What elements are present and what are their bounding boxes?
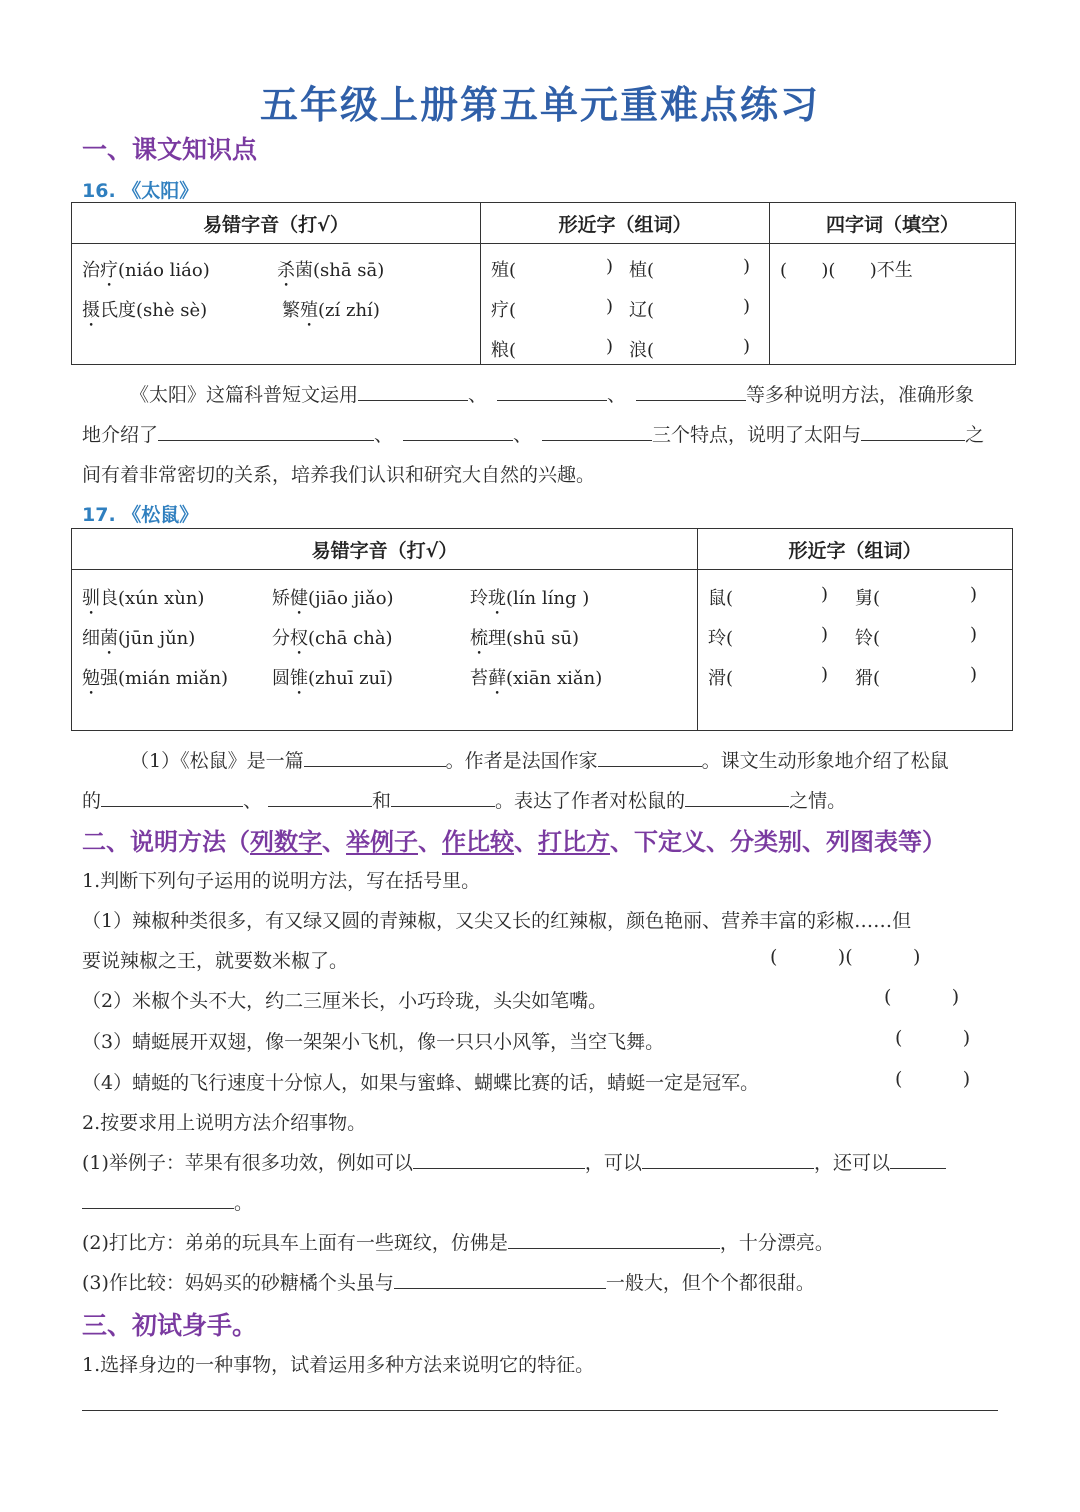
similar-blank-close[interactable]: ) (970, 624, 978, 645)
question-3-1: 1.选择身边的一种事物，试着运用多种方法来说明它的特征。 (82, 1354, 595, 1376)
pron-item[interactable]: 繁殖(zí zhí) (282, 300, 380, 321)
pronunciation-cell (72, 570, 697, 730)
answer-blank[interactable] (508, 1228, 720, 1249)
similar-right: 植( (629, 260, 655, 281)
exercise-1-line2: 。 (82, 1188, 253, 1215)
answer-blank[interactable] (394, 1268, 606, 1289)
answer-blank[interactable] (861, 420, 965, 441)
similar-blank-close[interactable]: ) (606, 296, 614, 317)
section-1-heading: 一、课文知识点 (82, 135, 258, 164)
four-char-blank[interactable]: ( )( )不生 (780, 260, 913, 281)
answer-blank[interactable] (391, 786, 495, 807)
pron-item[interactable]: 玲珑(lín líng ) (470, 588, 590, 609)
exercise-3: (3)作比较：妈妈买的砂糖橘个头虽与 一般大，但个个都很甜。 (82, 1268, 815, 1295)
similar-blank-close[interactable]: ) (821, 584, 829, 605)
similar-blank-close[interactable]: ) (743, 296, 751, 317)
lesson-16-table (71, 202, 1016, 365)
section-2-heading: 二、说明方法（列数字、举例子、作比较、打比方、下定义、分类别、列图表等） (82, 828, 946, 856)
sentence-3: （3）蜻蜓展开双翅，像一架架小飞机，像一只只小风筝，当空飞舞。 (82, 1031, 665, 1053)
page-title: 五年级上册第五单元重难点练习 (259, 83, 820, 127)
lesson-16-para-line3: 间有着非常密切的关系，培养我们认识和研究大自然的兴趣。 (82, 464, 596, 486)
col-similar-header: 形近字（组词） (698, 529, 1013, 570)
method-analogy: 打比方 (538, 828, 610, 856)
lesson-17-heading: 17. 《松鼠》 (82, 504, 199, 526)
pron-item[interactable]: 分杈(chā chà) (272, 628, 393, 649)
similar-blank-close[interactable]: ) (606, 256, 614, 277)
method-list-numbers: 列数字 (250, 828, 322, 856)
lesson-17-para-line1: （1）《松鼠》是一篇 。作者是法国作家 。课文生动形象地介绍了松鼠 (130, 746, 949, 773)
pron-item[interactable]: 圆锥(zhuī zuī) (272, 668, 394, 689)
answer-blank[interactable] (542, 420, 652, 441)
answer-blank[interactable] (304, 746, 446, 767)
similar-blank-close[interactable]: ) (970, 664, 978, 685)
similar-left: 粮( (491, 340, 517, 361)
answer-blank[interactable] (403, 420, 513, 441)
lesson-17-para-line2: 的 、 和 。表达了作者对松鼠的 之情。 (82, 786, 846, 813)
answer-blank[interactable] (82, 1188, 234, 1209)
similar-left: 玲( (708, 628, 734, 649)
col-pronunciation-header: 易错字音（打√） (72, 529, 698, 570)
sentence-2: （2）米椒个头不大，约二三厘米长，小巧玲珑，头尖如笔嘴。 (82, 990, 608, 1012)
pron-item[interactable]: 细菌(jūn jǔn) (82, 628, 196, 649)
similar-blank-close[interactable]: ) (970, 584, 978, 605)
similar-blank-close[interactable]: ) (606, 336, 614, 357)
answer-blank[interactable] (158, 420, 374, 441)
answer-blank[interactable] (497, 380, 607, 401)
similar-blank-close[interactable]: ) (821, 664, 829, 685)
four-char-cell (770, 244, 1015, 364)
question-2-1: 1.判断下列句子运用的说明方法，写在括号里。 (82, 870, 481, 892)
answer-parens-1[interactable]: ( )( ) (770, 946, 921, 968)
method-comparison: 作比较 (442, 828, 514, 856)
sentence-1b: 要说辣椒之王，就要数米椒了。 (82, 950, 349, 972)
answer-blank[interactable] (358, 380, 468, 401)
method-classification: 分类别 (730, 828, 802, 856)
method-charts: 列图表等 (826, 828, 922, 856)
pron-item[interactable]: 杀菌(shā sā) (277, 260, 385, 281)
pron-item[interactable]: 勉强(mián miǎn) (82, 668, 229, 689)
answer-blank[interactable] (642, 1148, 814, 1169)
col-similar-header: 形近字（组词） (481, 203, 770, 244)
answer-parens-2[interactable]: ( ) (884, 986, 960, 1008)
similar-chars-cell (698, 570, 1012, 730)
similar-right: 辽( (629, 300, 655, 321)
answer-blank[interactable] (413, 1148, 585, 1169)
answer-parens-3[interactable]: ( ) (895, 1027, 971, 1049)
answer-blank[interactable] (268, 786, 372, 807)
similar-right: 浪( (629, 340, 655, 361)
answer-line[interactable] (82, 1410, 998, 1411)
exercise-1-line1: (1)举例子：苹果有很多功效，例如可以 ，可以 ，还可以 (82, 1148, 946, 1175)
similar-left: 鼠( (708, 588, 734, 609)
lesson-16-para-line2: 地介绍了 、 、 三个特点，说明了太阳与 之 (82, 420, 984, 447)
sentence-1a: （1）辣椒种类很多，有又绿又圆的青辣椒，又尖又长的红辣椒，颜色艳丽、营养丰富的彩椒……但 (82, 910, 912, 932)
pron-item[interactable]: 梳理(shū sū) (470, 628, 580, 649)
similar-blank-close[interactable]: ) (821, 624, 829, 645)
lesson-16-heading: 16. 《太阳》 (82, 180, 199, 202)
answer-blank[interactable] (101, 786, 243, 807)
lesson-16-para-line1: 《太阳》这篇科普短文运用 、 、 等多种说明方法，准确形象 (130, 380, 974, 407)
sentence-4: （4）蜻蜓的飞行速度十分惊人，如果与蜜蜂、蝴蝶比赛的话，蜻蜓一定是冠军。 (82, 1072, 760, 1094)
similar-right: 猾( (855, 668, 881, 689)
section-3-heading: 三、初试身手。 (82, 1311, 258, 1340)
method-examples: 举例子 (346, 828, 418, 856)
pronunciation-cell (72, 244, 480, 364)
lesson-17-table (71, 528, 1013, 731)
answer-blank[interactable] (636, 380, 746, 401)
similar-right: 舅( (855, 588, 881, 609)
answer-blank[interactable] (685, 786, 789, 807)
similar-blank-close[interactable]: ) (743, 336, 751, 357)
similar-left: 殖( (491, 260, 517, 281)
similar-chars-cell (481, 244, 769, 364)
answer-parens-4[interactable]: ( ) (895, 1068, 971, 1090)
answer-blank[interactable] (598, 746, 702, 767)
similar-blank-close[interactable]: ) (743, 256, 751, 277)
exercise-2: (2)打比方：弟弟的玩具车上面有一些斑纹，仿佛是 ，十分漂亮。 (82, 1228, 834, 1255)
similar-right: 铃( (855, 628, 881, 649)
similar-left: 滑( (708, 668, 734, 689)
question-2-2: 2.按要求用上说明方法介绍事物。 (82, 1112, 367, 1134)
col-four-char-header: 四字词（填空） (770, 203, 1016, 244)
col-pronunciation-header: 易错字音（打√） (72, 203, 481, 244)
similar-left: 疗( (491, 300, 517, 321)
pron-item[interactable]: 治疗(niáo liáo) (82, 260, 210, 281)
pron-item[interactable]: 矫健(jiāo jiǎo) (272, 588, 394, 609)
pron-item[interactable]: 驯良(xún xùn) (82, 588, 205, 609)
method-definition: 下定义 (634, 828, 706, 856)
answer-blank[interactable] (890, 1148, 946, 1169)
pron-item[interactable]: 苔藓(xiān xiǎn) (470, 668, 603, 689)
pron-item[interactable]: 摄氏度(shè sè) (82, 300, 208, 321)
